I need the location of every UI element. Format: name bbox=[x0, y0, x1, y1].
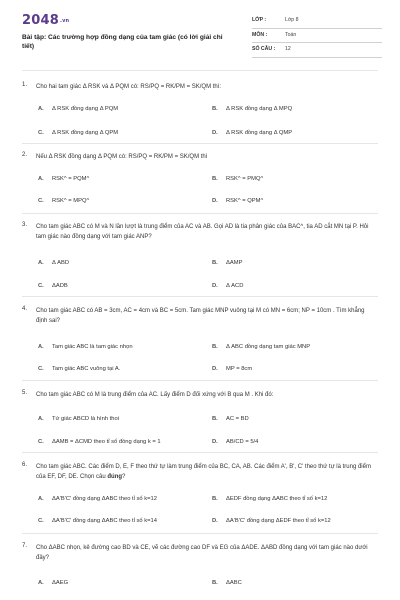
meta-key: MÔN : bbox=[252, 31, 268, 38]
option-a[interactable]: A. Tứ giác ABCD là hình thoi bbox=[38, 416, 120, 422]
option-b[interactable]: B. Δ ABC đồng dạng tam giác MNP bbox=[212, 344, 311, 350]
option-a[interactable]: A. RSK^ = PQM^ bbox=[38, 176, 90, 182]
question-text: Cho tam giác ABC có AB = 3cm, AC = 4cm và BC = 5cm. Tam giác MNP vuông tại M có MN = 6cm; NP = 10cm . Tìm khẳng định sai? bbox=[36, 308, 365, 324]
question-number: 6. bbox=[22, 462, 28, 468]
question-separator bbox=[22, 296, 378, 297]
question-number: 7. bbox=[22, 543, 28, 549]
question-number: 3. bbox=[22, 222, 28, 228]
option-d[interactable]: D. Δ ACD bbox=[212, 283, 244, 289]
option-a[interactable]: A. ΔA'B'C' đồng dạng ΔABC theo tỉ số k=12 bbox=[38, 496, 158, 502]
question-text: Cho hai tam giác Δ RSK và Δ PQM có: RS/PQ = RK/PM = SK/QM thì: bbox=[36, 84, 222, 90]
question-separator bbox=[22, 213, 378, 214]
option-c[interactable]: C. ΔA'B'C' đồng dạng ΔABC theo tỉ số k=14 bbox=[38, 518, 158, 524]
option-a[interactable]: A. Tam giác ABC là tam giác nhọn bbox=[38, 344, 133, 350]
question-number: 2. bbox=[22, 152, 28, 158]
question-separator bbox=[22, 533, 378, 534]
option-c[interactable]: C. RSK^ = MPQ^ bbox=[38, 198, 90, 204]
meta-value: Toán bbox=[285, 31, 297, 38]
option-b[interactable]: B. ΔAMP bbox=[212, 260, 243, 266]
meta-key: LỚP : bbox=[252, 17, 267, 23]
meta-value: Lớp 8 bbox=[285, 17, 299, 23]
option-d[interactable]: D. ΔA'B'C' đồng dạng ΔEDF theo tỉ số k=12 bbox=[212, 518, 331, 524]
question-number: 5. bbox=[22, 390, 28, 396]
question-separator bbox=[22, 143, 378, 144]
option-d[interactable]: D. MP = 8cm bbox=[212, 366, 253, 372]
option-b[interactable]: B. ΔABC bbox=[212, 580, 242, 586]
page-title: Bài tập: Các trường hợp đồng dạng của tam giác (có lời giải chi tiết) bbox=[22, 34, 223, 50]
question-emphasis: đúng bbox=[107, 474, 123, 480]
question-number: 4. bbox=[22, 306, 28, 312]
header-divider bbox=[22, 70, 378, 71]
option-b[interactable]: B. AC = BD bbox=[212, 416, 249, 422]
option-c[interactable]: C. ΔADB bbox=[38, 283, 68, 289]
option-a[interactable]: A. Δ ABD bbox=[38, 260, 70, 266]
question-text: Cho ΔABC nhọn, kẻ đường cao BD và CE, vẽ các đường cao DF và EG của ΔADE. ΔABD đồng dạng với tam giác nào dưới đây? bbox=[36, 545, 368, 561]
question-text: Cho tam giác ABC có M là trung điểm của AC. Lấy điểm D đối xứng với B qua M . Khi đó: bbox=[36, 392, 274, 398]
meta-key: SỐ CÂU : bbox=[252, 46, 276, 52]
option-c[interactable]: C. ΔAMB = ΔCMD theo tỉ số đồng dạng k = 1 bbox=[38, 439, 161, 445]
option-c[interactable]: C. Δ RSK đồng dạng Δ QPM bbox=[38, 130, 119, 136]
header bbox=[0, 0, 400, 70]
question-text: Nếu Δ RSK đồng dạng Δ PQM có: RS/PQ = RK/PM = SK/QM thì bbox=[36, 154, 208, 160]
question-separator bbox=[22, 452, 378, 453]
site-logo[interactable]: 2048.vn bbox=[22, 13, 70, 28]
option-a[interactable]: A. Δ RSK đồng dạng Δ PQM bbox=[38, 106, 119, 112]
question-separator bbox=[22, 380, 378, 381]
option-d[interactable]: D. AB/CD = 5/4 bbox=[212, 439, 259, 445]
option-b[interactable]: B. ΔEDF đồng dạng ΔABC theo tỉ số k=12 bbox=[212, 496, 328, 502]
option-a[interactable]: A. ΔAEG bbox=[38, 580, 69, 586]
option-d[interactable]: D. RSK^ = QPM^ bbox=[212, 198, 264, 204]
option-b[interactable]: B. RSK^ = PMQ^ bbox=[212, 176, 264, 182]
option-c[interactable]: C. Tam giác ABC vuông tại A. bbox=[38, 366, 121, 372]
option-b[interactable]: B. Δ RSK đồng dạng Δ MPQ bbox=[212, 106, 293, 112]
meta-table bbox=[252, 14, 382, 58]
meta-row-count bbox=[252, 43, 382, 58]
question-text: Cho tam giác ABC. Các điểm D, E, F theo thứ tự làm trung điểm của BC, CA, AB. Các điểm A', B', C' theo thứ tự là trung điểm của EF, DF, DE. Chọn câu đúng? bbox=[36, 464, 371, 480]
meta-row-class bbox=[252, 14, 382, 29]
meta-row-subject bbox=[252, 29, 382, 44]
question-number: 1. bbox=[22, 82, 28, 88]
meta-value: 12 bbox=[285, 46, 291, 52]
question-text: Cho tam giác ABC có M và N lần lượt là trung điểm của AC và AB. Gọi AD là tia phân giác của BAC^, tia AD cắt MN tại P. Hỏi tam giác nào đồng dạng với tam giác ANP? bbox=[36, 224, 369, 240]
option-d[interactable]: D. Δ RSK đồng dạng Δ QMP bbox=[212, 130, 293, 136]
